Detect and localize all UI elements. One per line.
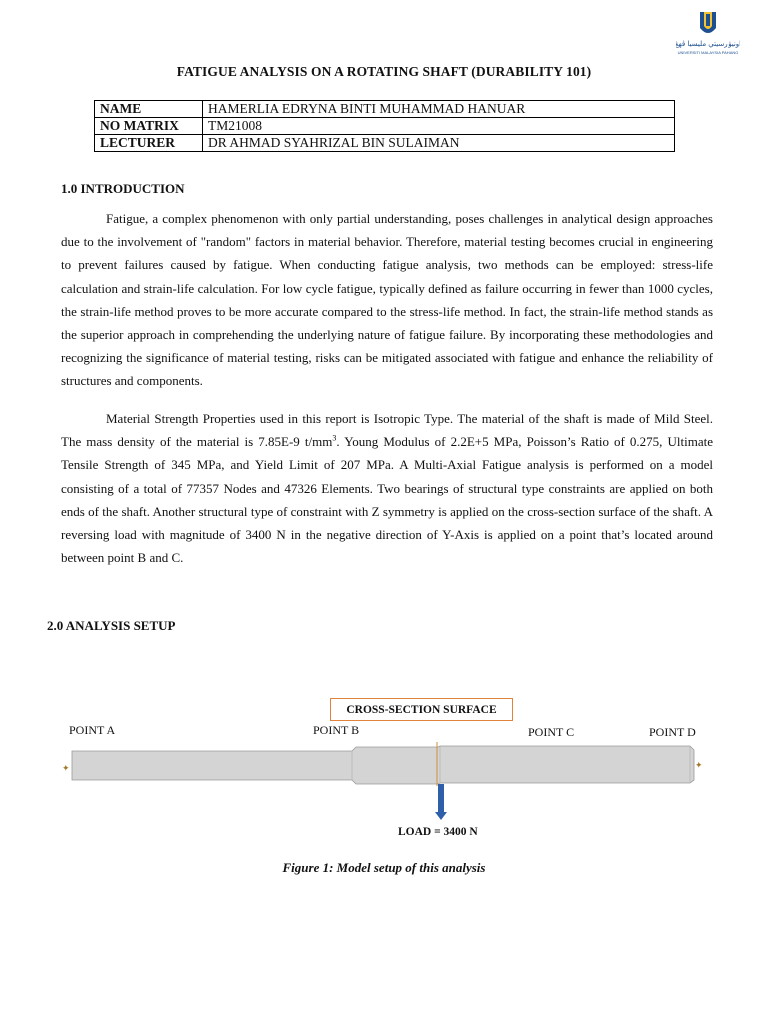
point-a-label: POINT A [69,723,116,737]
student-info-table [94,100,675,152]
p2-superscript: 3 [332,433,337,443]
point-c-label: POINT C [528,725,575,739]
load-label: LOAD = 3400 N [398,826,478,838]
info-key-lecturer: LECTURER [95,135,203,152]
logo-caption: UNIVERSITI MALAYSIA PAHANG [677,50,739,55]
p2-text-b: . Young Modulus of 2.2E+5 MPa, Poisson’s Ratio of 0.275, Ultimate Tensile Strength of 345 MPa, and Yield Limit of 207 MPa. A Multi-Axial Fatigue analysis is performed on a model consisting of a total of 77357 Nodes and 47326 Elements. Two bearings of structural type constraints are applied on both ends of the shaft. Another structural type of constraint with Z symmetry is applied on the cross-section surface of the shaft. A reversing load with magnitude of 3400 N in the negative direction of Y-Axis is applied on a point that’s located around between point B and C. [61,434,713,566]
point-d-label: POINT D [649,725,696,739]
table-row [95,135,675,152]
section-heading-introduction: 1.0 INTRODUCTION [61,181,185,196]
table-row [95,118,675,135]
info-key-name: NAME [95,101,203,118]
university-logo [676,10,740,58]
info-key-matrix: NO MATRIX [95,118,203,135]
cross-section-label-box: CROSS-SECTION SURFACE [330,698,513,721]
shaft-body [72,746,694,784]
load-arrow-head [435,812,447,820]
info-value-name: HAMERLIA EDRYNA BINTI MUHAMMAD HANUAR [203,101,675,118]
load-arrow-shaft [438,784,444,812]
intro-paragraph-1: Fatigue, a complex phenomenon with only partial understanding, poses challenges in analytical design approaches due to the involvement of "random" factors in material behavior. Therefore, material testing becomes crucial in engineering to prevent failures caused by fatigue. When conducting fatigue analysis, two methods can be employed: stress-life calculation and strain-life calculation. For low cycle fatigue, typically defined as failure occurring in fewer than 1000 cycles, the strain-life method proves to be more accurate compared to the stress-life method. In fact, the strain-life method stands as the superior approach in comprehending the underlying nature of fatigue failure. By incorporating these methodologies and recognizing the significance of material testing, risks can be mitigated associated with fatigue and enhance the reliability of structures and components. [61,211,713,389]
info-value-lecturer: DR AHMAD SYAHRIZAL BIN SULAIMAN [203,135,675,152]
logo-emblem-icon [676,10,740,50]
table-row [95,101,675,118]
info-value-matrix: TM21008 [203,118,675,135]
point-b-label: POINT B [313,723,360,737]
page-title: FATIGUE ANALYSIS ON A ROTATING SHAFT (DURABILITY 101) [176,64,592,79]
bearing-marker-left-icon: ✦ [62,764,70,774]
figure-caption: Figure 1: Model setup of this analysis [282,860,486,875]
logo-arabic-text: اونيۏرسيتي مليسيا ڤهڠ [676,40,740,48]
p2-text-a: Material Strength Properties used in this report is Isotropic Type. The material of the shaft is made of Mild Steel. The mass density of the material is 7.85E-9 t/mm [61,411,713,450]
shaft-diagram [0,680,768,820]
bearing-marker-right-icon: ✦ [695,761,703,771]
section-heading-analysis-setup: 2.0 ANALYSIS SETUP [47,618,176,633]
intro-paragraph-2 [61,407,713,569]
model-setup-figure [0,680,768,880]
